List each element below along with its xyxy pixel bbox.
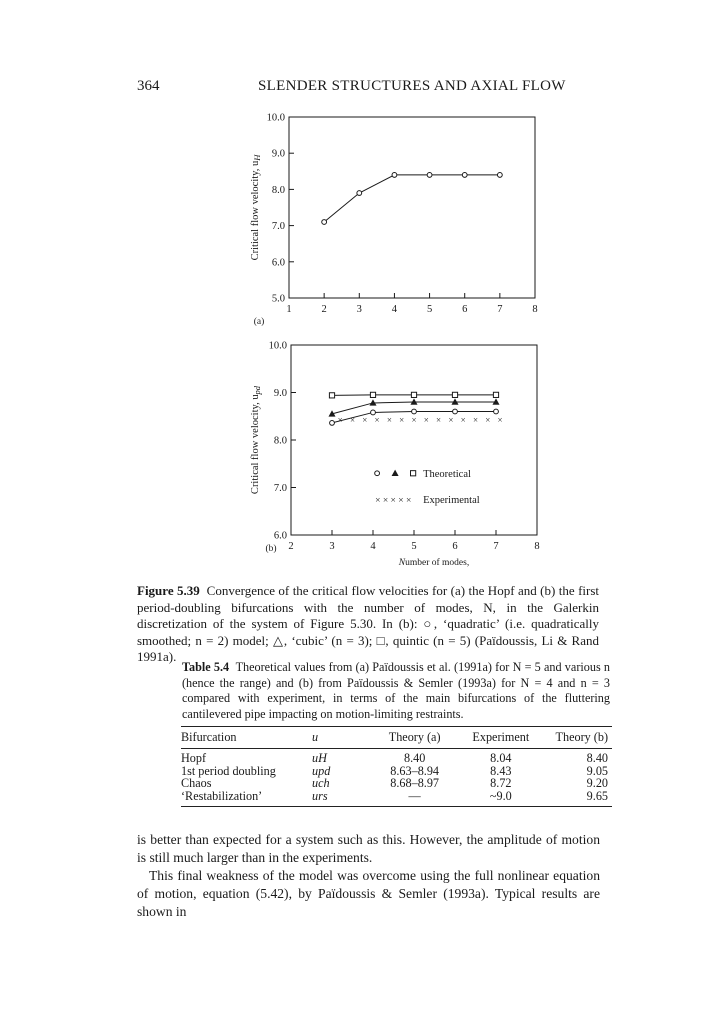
body-text xyxy=(137,831,600,921)
table-cell: 8.63–8.94 xyxy=(390,763,440,778)
data-point-circle xyxy=(494,409,499,414)
header-cell: Theory (a) xyxy=(371,727,458,749)
y-tick-label: 7.0 xyxy=(271,221,285,233)
table-cell: 9.05 xyxy=(586,763,608,778)
table-cell: 8.40 xyxy=(586,751,608,765)
x-axis-label: Number of modes, xyxy=(398,558,470,568)
table-cell: — xyxy=(408,788,421,803)
data-point-circle xyxy=(322,220,327,225)
table-cell: urs xyxy=(312,788,328,803)
data-point-cross: × xyxy=(460,414,466,425)
table-cell: upd xyxy=(312,763,331,778)
chart-panel-a xyxy=(250,113,538,328)
x-tick-label: 2 xyxy=(288,541,294,552)
data-point-square xyxy=(329,393,334,398)
paragraph: This final weakness of the model was overcome using the full nonlinear equation of motion, equation (5.42), by Païdoussis & Semler (1993a). Typical results are shown in xyxy=(137,868,600,919)
header-cell: Bifurcation xyxy=(181,727,312,749)
x-tick-label: 5 xyxy=(426,304,433,315)
series-line xyxy=(324,175,500,222)
data-point-square xyxy=(452,392,457,397)
table-cell: Hopf xyxy=(181,751,207,765)
table-cell: uH xyxy=(312,751,327,765)
data-point-circle xyxy=(497,173,502,178)
x-tick-label: 5 xyxy=(411,541,417,552)
table-cell: 9.20 xyxy=(586,776,608,790)
x-tick-label: 1 xyxy=(286,304,292,315)
y-tick-label: 8.0 xyxy=(273,435,287,447)
data-point-cross: × xyxy=(448,414,454,425)
x-tick-label: 2 xyxy=(321,304,327,315)
table-cell: 1st period doubling xyxy=(181,763,276,778)
data-point-circle xyxy=(330,421,335,426)
y-tick-label: 5.0 xyxy=(271,293,285,305)
x-tick-label: 8 xyxy=(534,541,540,552)
data-point-cross: × xyxy=(423,414,429,425)
table-caption xyxy=(182,660,610,722)
header-cell: Theory (b) xyxy=(544,727,612,749)
data-point-cross: × xyxy=(337,414,343,425)
figure-caption-text: Convergence of the critical flow velocities for (a) the Hopf and (b) the first period-doubling bifurcations with the number of modes, N, in the Galerkin discretization of the system of Figure 5.30. In (b): ○, ‘quadratic’ (i.e. quadratically smoothed; n = 2) model; △, ‘cubic’ (n = 3); □, quintic (n = 5) (Païdoussis, Li & Rand 1991a). xyxy=(137,583,600,664)
legend-theoretical-label: Theoretical xyxy=(423,468,471,480)
data-point-circle xyxy=(375,471,380,476)
table-label: Table 5.4 xyxy=(182,660,230,674)
y-axis-label-subscript: H xyxy=(252,154,262,161)
legend-experimental-label: Experimental xyxy=(423,494,480,506)
data-point-circle xyxy=(412,409,417,414)
table-5-4 xyxy=(181,726,612,807)
data-point-circle xyxy=(357,191,362,196)
table-cell: 8.04 xyxy=(490,751,512,765)
table-cell: 8.40 xyxy=(403,751,426,765)
x-tick-label: 6 xyxy=(452,541,458,552)
data-point-circle xyxy=(453,409,458,414)
x-tick-label: 7 xyxy=(493,541,499,552)
x-axis-label-symbol: N xyxy=(398,558,406,568)
data-point-triangle xyxy=(392,470,398,475)
x-tick-label: 6 xyxy=(462,304,468,315)
data-point-cross: × xyxy=(349,414,356,425)
data-point-square xyxy=(370,392,375,397)
y-tick-label: 6.0 xyxy=(273,530,287,542)
data-point-cross: × xyxy=(411,414,417,425)
panel-tag: (b) xyxy=(265,544,277,554)
running-head: SLENDER STRUCTURES AND AXIAL FLOW xyxy=(258,78,566,94)
table-cell: 8.68–8.97 xyxy=(390,776,440,790)
x-tick-label: 4 xyxy=(391,304,398,315)
data-point-square xyxy=(411,392,416,397)
data-point-cross: × xyxy=(485,414,491,425)
data-point-cross: × xyxy=(399,414,405,425)
table-cell: 8.43 xyxy=(490,763,512,778)
data-point-cross: × xyxy=(497,414,503,425)
y-tick-label: 7.0 xyxy=(273,483,287,494)
data-point-cross: × xyxy=(362,414,368,425)
y-axis-label-subscript: pd xyxy=(252,385,262,395)
data-point-cross: × xyxy=(472,414,479,425)
legend-experimental-symbols: × × × × × xyxy=(375,495,412,506)
chart-panel-b xyxy=(250,341,540,569)
table-cell: ~9.0 xyxy=(489,788,512,803)
data-point-circle xyxy=(462,173,467,178)
paragraph: is better than expected for a system such as this. However, the amplitude of motion is still much larger than in the experiments. xyxy=(137,832,600,865)
x-tick-label: 4 xyxy=(370,541,376,552)
data-point-square xyxy=(411,471,416,476)
plot-frame xyxy=(289,117,535,298)
y-tick-label: 9.0 xyxy=(273,388,287,399)
x-tick-label: 3 xyxy=(329,541,335,552)
y-tick-label: 10.0 xyxy=(268,340,287,352)
x-tick-label: 8 xyxy=(532,304,538,315)
table-row xyxy=(181,777,612,790)
data-point-cross: × xyxy=(436,414,442,425)
page-number: 364 xyxy=(137,78,160,94)
table-cell: Chaos xyxy=(181,776,212,790)
table-row xyxy=(181,790,612,807)
data-point-cross: × xyxy=(386,414,392,425)
plot-frame xyxy=(291,345,537,535)
y-axis-label: Critical flow velocity, upd xyxy=(250,385,262,495)
data-point-cross: × xyxy=(374,414,380,425)
table-header-row xyxy=(181,727,612,749)
header-cell: Experiment xyxy=(458,727,543,749)
bifurcation-table xyxy=(181,726,612,807)
y-axis-label: Critical flow velocity, uH xyxy=(250,154,262,261)
y-tick-label: 6.0 xyxy=(271,257,285,269)
table-row xyxy=(181,749,612,765)
x-tick-label: 3 xyxy=(356,304,362,315)
table-caption-text: Theoretical values from (a) Païdoussis et al. (1991a) for N = 5 and various n (hence the range) and (b) from Païdoussis & Semler (1993a) for N = 4 and n = 3 compared with experiment, in terms of the main bifurcations of the fluttering cantilevered pipe impacting on motion-limiting restraints. xyxy=(182,660,610,721)
table-cell: 8.72 xyxy=(490,776,512,790)
header-cell: u xyxy=(312,727,371,749)
table-cell: uch xyxy=(312,776,330,790)
y-tick-label: 8.0 xyxy=(271,184,285,196)
data-point-circle xyxy=(427,173,432,178)
table-cell: ‘Restabilization’ xyxy=(181,788,263,803)
y-tick-label: 9.0 xyxy=(271,148,285,160)
panel-tag: (a) xyxy=(253,317,265,327)
figure-caption xyxy=(137,583,599,666)
data-point-square xyxy=(493,392,498,397)
data-point-circle xyxy=(392,173,397,178)
y-tick-label: 10.0 xyxy=(266,112,285,124)
x-tick-label: 7 xyxy=(497,304,503,315)
figure-label: Figure 5.39 xyxy=(137,583,200,598)
table-cell: 9.65 xyxy=(586,788,608,803)
